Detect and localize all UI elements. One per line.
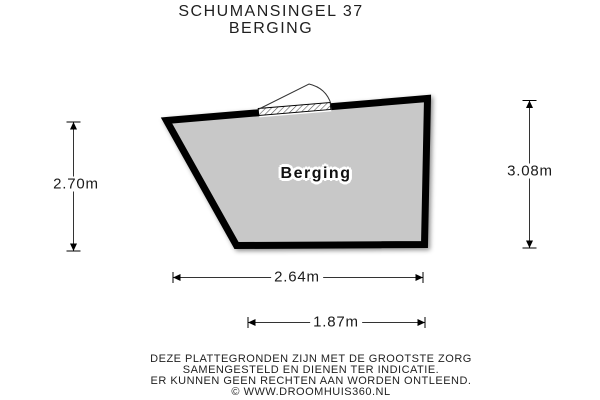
dimension-label-right: 3.08m bbox=[504, 164, 556, 179]
dimension-label-bottom-outer: 2.64m bbox=[271, 270, 323, 285]
disclaimer-block bbox=[150, 354, 472, 398]
disclaimer-line-2: SAMENGESTELD EN DIENEN TER INDICATIE. bbox=[182, 364, 440, 376]
dimension-label-left: 2.70m bbox=[50, 177, 102, 192]
dimension-label-bottom-inner: 1.87m bbox=[310, 315, 362, 330]
page-title: SCHUMANSINGEL 37 bbox=[178, 3, 364, 20]
room-label: Berging bbox=[280, 165, 352, 182]
title-block bbox=[178, 3, 363, 37]
disclaimer-line-4: © WWW.DROOMHUIS360.NL bbox=[231, 386, 391, 398]
disclaimer-line-1: DEZE PLATTEGRONDEN ZIJN MET DE GROOTSTE ZORG bbox=[150, 353, 472, 365]
page-subtitle: BERGING bbox=[228, 20, 314, 37]
disclaimer-line-3: ER KUNNEN GEEN RECHTEN AAN WORDEN ONTLEEND. bbox=[150, 375, 472, 387]
